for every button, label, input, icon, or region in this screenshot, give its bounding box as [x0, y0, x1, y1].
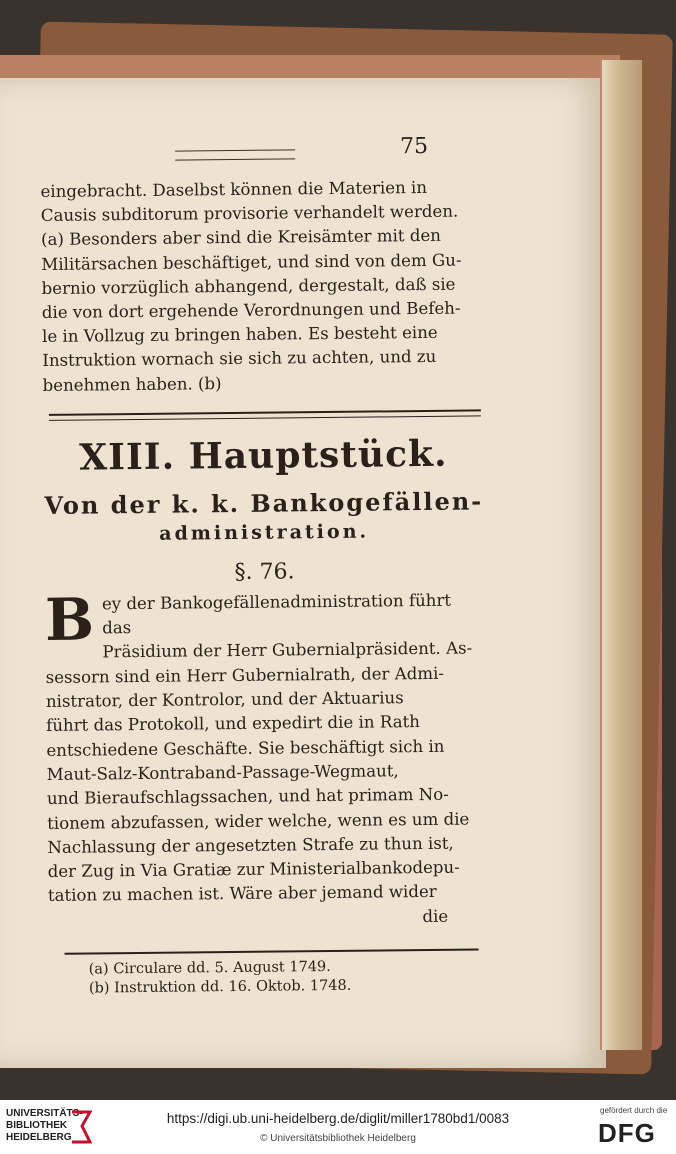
library-line: HEIDELBERG: [6, 1132, 72, 1143]
text-line: Maut-Salz-Kontraband-Passage-Wegmaut,: [46, 761, 399, 784]
text-line: Nachlassung der angesetzten Strafe zu thun ist,: [47, 833, 454, 857]
text-line: ey der Bankogefällenadministration führt das: [101, 590, 452, 638]
text-line: Instruktion wornach sie sich zu achten, und zu: [42, 347, 437, 371]
drop-cap: B: [44, 585, 95, 654]
chapter-title: XIII. Hauptstück.: [78, 432, 448, 479]
text-line: Militärsachen beschäftiget, und sind von dem Gu-: [41, 250, 462, 274]
chapter-rule: [49, 409, 481, 421]
chapter-subtitle-cont: administration.: [159, 520, 370, 545]
text-line: nistrator, der Kontrolor, und der Aktuarius: [45, 688, 404, 711]
page-header: [40, 133, 480, 172]
funded-label: gefördert durch die: [600, 1106, 668, 1115]
page-content: [40, 133, 489, 999]
book-page: [0, 78, 606, 1068]
text-line: entschiedene Geschäfte. Sie beschäftigt sich in: [46, 736, 445, 760]
dfg-logo: DFG: [598, 1118, 656, 1148]
text-line: die von dort ergehende Verordnungen und Befeh-: [41, 298, 461, 323]
text-line: Präsidium der Herr Gubernialpräsident. As-: [102, 638, 473, 662]
text-line: der Zug in Via Gratiæ zur Ministerialbankodepu-: [47, 857, 460, 882]
footnote-rule: [65, 948, 479, 954]
footnote: (b) Instruktion dd. 16. Oktob. 1748.: [88, 977, 352, 997]
viewer-footer: [0, 1100, 676, 1154]
text-line: sessorn sind ein Herr Gubernialrath, der Admi-: [45, 663, 445, 687]
text-line: Causis subditorum provisorie verhandelt werden.: [40, 201, 459, 226]
library-line: BIBLIOTHEK: [6, 1120, 68, 1131]
section-number: §. 76.: [234, 559, 295, 585]
text-line: benehmen haben. (b): [42, 373, 222, 395]
library-line: UNIVERSITÄTS-: [6, 1108, 83, 1119]
chapter-subtitle: Von der k. k. Bankogefällen-: [44, 486, 484, 520]
page-number: 75: [399, 133, 429, 160]
text-line: führt das Protokoll, und expedirt die in Rath: [46, 712, 421, 736]
paragraph: [44, 585, 489, 933]
text-line: bernio vorzüglich abhangend, dergestalt, daß sie: [41, 274, 456, 298]
text-line: le in Vollzug zu bringen haben. Es besteht eine: [41, 323, 438, 347]
text-line: tionem abzufassen, wider welche, wenn es um die: [47, 809, 470, 833]
text-line: und Bieraufschlagssachen, und hat primam No-: [46, 784, 449, 809]
footnotes: [89, 956, 489, 998]
copyright: © Universitätsbibliothek Heidelberg: [260, 1133, 416, 1144]
page-block-edge: [600, 60, 642, 1050]
text-line: eingebracht. Daselbst können die Materien in: [40, 177, 428, 201]
permalink-url[interactable]: https://digi.ub.uni-heidelberg.de/diglit/miller1780bd1/0083: [166, 1111, 510, 1126]
catchword: die: [422, 906, 449, 926]
footnote: (a) Circulare dd. 5. August 1749.: [88, 958, 331, 978]
header-ornament: [175, 149, 295, 160]
top-text: [40, 175, 482, 397]
text-line: tation zu machen ist. Wäre aber jemand wider: [47, 882, 437, 906]
text-line: (a) Besonders aber sind die Kreisämter mit den: [40, 226, 442, 250]
